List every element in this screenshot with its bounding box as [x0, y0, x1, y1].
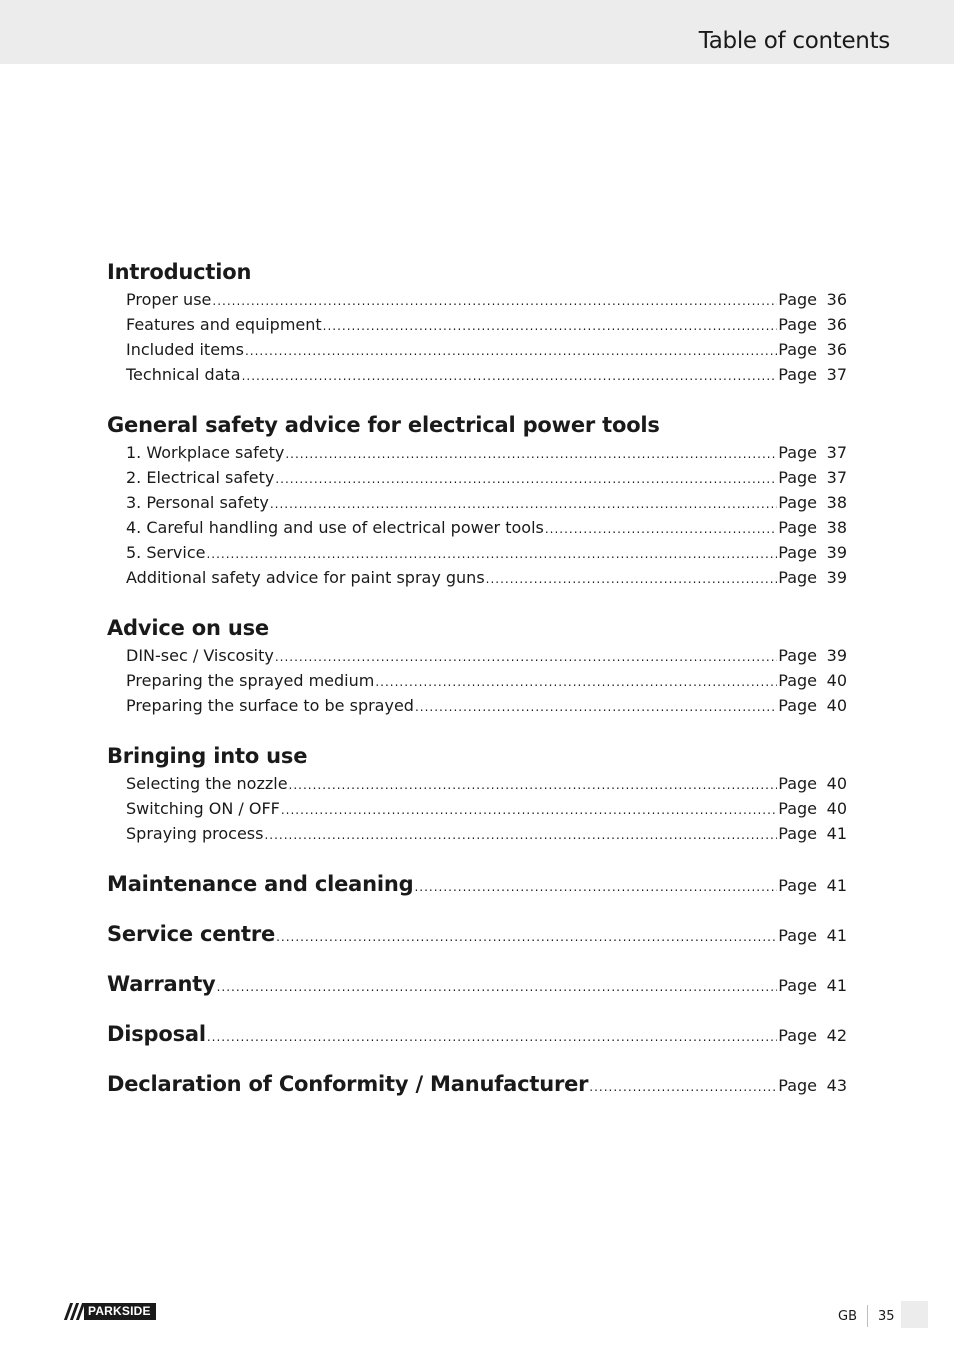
- dot-leader: [414, 873, 777, 902]
- dot-leader: [206, 542, 777, 567]
- dot-leader: [212, 289, 777, 314]
- page-number: 39: [826, 543, 847, 562]
- dot-leader: [589, 1073, 777, 1102]
- page-label: Page: [778, 646, 817, 665]
- table-of-contents: [107, 258, 847, 1099]
- page-label: Page: [778, 976, 817, 995]
- page-number: 39: [826, 568, 847, 587]
- section-heading: Disposal: [107, 1022, 206, 1046]
- footer-tab: [901, 1301, 928, 1328]
- page-number: 40: [826, 774, 847, 793]
- dot-leader: [285, 442, 777, 467]
- header-band: [0, 0, 954, 64]
- page-number: 43: [826, 1076, 847, 1095]
- dot-leader: [275, 645, 777, 670]
- toc-entry[interactable]: [126, 796, 847, 821]
- entry-title: 1. Workplace safety: [126, 443, 285, 462]
- entry-title: Included items: [126, 340, 244, 359]
- page-number: 41: [826, 926, 847, 945]
- toc-entry[interactable]: [126, 643, 847, 668]
- page-number: 41: [826, 824, 847, 843]
- dot-leader: [276, 923, 777, 952]
- page-label: Page: [778, 290, 817, 309]
- dot-leader: [270, 492, 777, 517]
- dot-leader: [275, 467, 777, 492]
- spacer: [107, 846, 847, 870]
- toc-entry[interactable]: [126, 440, 847, 465]
- page-number: 40: [826, 671, 847, 690]
- toc-entry[interactable]: [126, 287, 847, 312]
- parkside-logo: [64, 1303, 156, 1320]
- page-label: Page: [778, 315, 817, 334]
- spacer: [107, 949, 847, 970]
- section-heading: Service centre: [107, 922, 276, 946]
- dot-leader: [281, 798, 777, 823]
- page-label: Page: [778, 799, 817, 818]
- dot-leader: [375, 670, 777, 695]
- page-number: 36: [826, 290, 847, 309]
- page-number: 37: [826, 365, 847, 384]
- entry-title: Proper use: [126, 290, 212, 309]
- dot-leader: [323, 314, 778, 339]
- toc-entry[interactable]: [126, 821, 847, 846]
- page-number: 36: [826, 340, 847, 359]
- page-label: Page: [778, 1026, 817, 1045]
- entry-title: Features and equipment: [126, 315, 322, 334]
- page-label: Page: [778, 824, 817, 843]
- spacer: [107, 1049, 847, 1070]
- page-number: 37: [826, 443, 847, 462]
- page-title: Table of contents: [698, 28, 890, 54]
- toc-section: [107, 742, 847, 846]
- toc-entry[interactable]: [126, 515, 847, 540]
- section-heading: Declaration of Conformity / Manufacturer: [107, 1072, 589, 1096]
- page-number: 41: [826, 876, 847, 895]
- entry-title: 3. Personal safety: [126, 493, 269, 512]
- page-number: 39: [826, 646, 847, 665]
- section-heading: Warranty: [107, 972, 216, 996]
- page-number: 40: [826, 696, 847, 715]
- dot-leader: [486, 567, 778, 592]
- toc-entry[interactable]: [126, 540, 847, 565]
- dot-leader: [415, 695, 777, 720]
- spacer: [107, 718, 847, 742]
- page-label: Page: [778, 543, 817, 562]
- section-heading[interactable]: Bringing into use: [107, 744, 308, 768]
- spacer: [107, 899, 847, 920]
- entry-title: Technical data: [126, 365, 241, 384]
- page-number: 40: [826, 799, 847, 818]
- page-footer: [838, 1305, 895, 1327]
- dot-leader: [245, 339, 777, 364]
- page-label: Page: [778, 774, 817, 793]
- page-label: Page: [778, 443, 817, 462]
- page-number: 36: [826, 315, 847, 334]
- page-number: 42: [826, 1026, 847, 1045]
- page-label: Page: [778, 876, 817, 895]
- dot-leader: [242, 364, 778, 389]
- toc-main-entry[interactable]: [107, 1020, 847, 1049]
- spacer: [107, 590, 847, 614]
- dot-leader: [545, 517, 777, 542]
- toc-entry[interactable]: [126, 771, 847, 796]
- divider: [867, 1305, 868, 1327]
- toc-entry[interactable]: [126, 362, 847, 387]
- page-label: Page: [778, 696, 817, 715]
- dot-leader: [217, 973, 778, 1002]
- dot-leader: [207, 1023, 777, 1052]
- toc-entry[interactable]: [126, 337, 847, 362]
- entry-title: Additional safety advice for paint spray guns: [126, 568, 485, 587]
- page-number-footer: 35: [878, 1308, 895, 1324]
- toc-entry[interactable]: [126, 490, 847, 515]
- toc-entry[interactable]: [126, 693, 847, 718]
- dot-leader: [264, 823, 777, 848]
- page-number: 37: [826, 468, 847, 487]
- page-label: Page: [778, 365, 817, 384]
- toc-section: [107, 411, 847, 590]
- page-number: 38: [826, 493, 847, 512]
- entry-title: Selecting the nozzle: [126, 774, 288, 793]
- spacer: [107, 999, 847, 1020]
- section-heading[interactable]: General safety advice for electrical power tools: [107, 413, 660, 437]
- spacer: [107, 387, 847, 411]
- toc-entry[interactable]: [126, 668, 847, 693]
- section-heading: Maintenance and cleaning: [107, 872, 414, 896]
- language-code: GB: [838, 1308, 857, 1324]
- page-label: Page: [778, 468, 817, 487]
- toc-entry[interactable]: [126, 465, 847, 490]
- toc-main-entry[interactable]: [107, 870, 847, 899]
- entry-title: DIN-sec / Viscosity: [126, 646, 274, 665]
- toc-main-entry[interactable]: [107, 970, 847, 999]
- dot-leader: [289, 773, 778, 798]
- page-number: 41: [826, 976, 847, 995]
- entry-title: 2. Electrical safety: [126, 468, 275, 487]
- toc-main-entry[interactable]: [107, 920, 847, 949]
- page-number: 38: [826, 518, 847, 537]
- toc-section: [107, 614, 847, 718]
- page-label: Page: [778, 926, 817, 945]
- page-label: Page: [778, 671, 817, 690]
- entry-title: Spraying process: [126, 824, 264, 843]
- page-label: Page: [778, 493, 817, 512]
- entry-title: Preparing the surface to be sprayed: [126, 696, 414, 715]
- page-label: Page: [778, 340, 817, 359]
- toc-entry[interactable]: [126, 312, 847, 337]
- page-label: Page: [778, 1076, 817, 1095]
- logo-slashes-icon: [64, 1303, 84, 1320]
- entry-title: Preparing the sprayed medium: [126, 671, 375, 690]
- page-label: Page: [778, 568, 817, 587]
- page-label: Page: [778, 518, 817, 537]
- brand-name: PARKSIDE: [84, 1303, 156, 1320]
- entry-title: 4. Careful handling and use of electrical power tools: [126, 518, 544, 537]
- toc-section: [107, 258, 847, 387]
- toc-entry[interactable]: [126, 565, 847, 590]
- section-heading[interactable]: Introduction: [107, 260, 252, 284]
- toc-main-entry[interactable]: [107, 1070, 847, 1099]
- section-heading[interactable]: Advice on use: [107, 616, 269, 640]
- entry-title: Switching ON / OFF: [126, 799, 280, 818]
- entry-title: 5. Service: [126, 543, 206, 562]
